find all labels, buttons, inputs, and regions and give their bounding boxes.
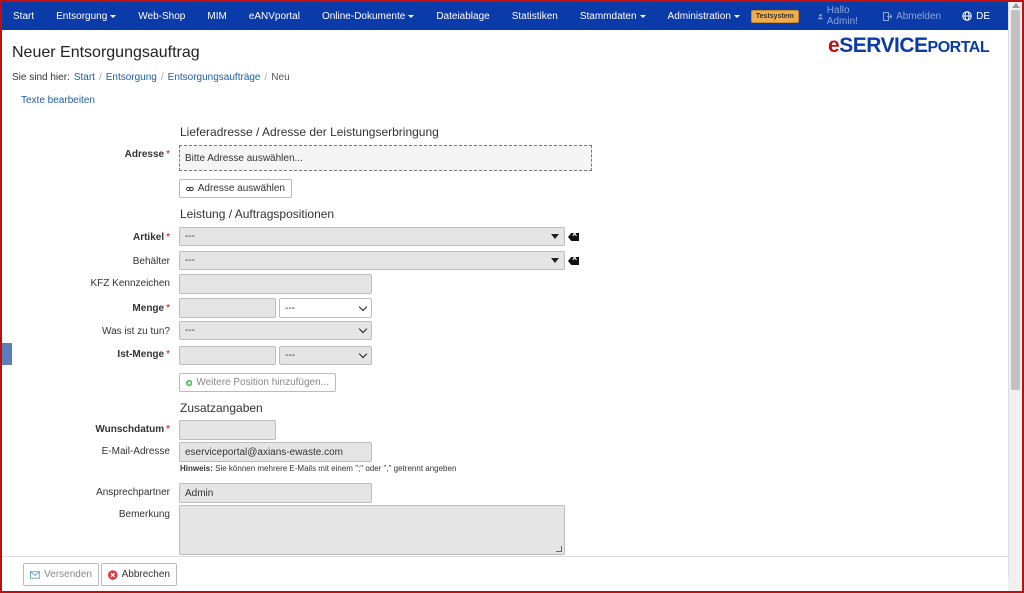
section-extra-heading: Zusatzangaben: [180, 401, 263, 415]
chevron-down-icon: [359, 325, 367, 333]
nav-item-statistiken[interactable]: [501, 2, 569, 30]
nav-item-label: Stammdaten: [579, 10, 637, 22]
eserviceportal-logo: eSERVICEPORTAL: [828, 34, 990, 57]
article-label: Artikel *: [132, 232, 170, 243]
scrollbar-thumb[interactable]: [1011, 10, 1020, 390]
breadcrumb: [12, 72, 290, 83]
nav-item-label: Web-Shop: [138, 10, 186, 22]
remark-textarea[interactable]: [179, 505, 565, 555]
language-switcher[interactable]: [952, 11, 1008, 22]
container-select[interactable]: [179, 251, 565, 270]
actual-unit-select[interactable]: [279, 346, 372, 365]
breadcrumb-separator: /: [264, 72, 268, 83]
nav-item-label: Statistiken: [511, 10, 558, 22]
user-icon: [818, 12, 823, 21]
caret-down-icon: [408, 15, 414, 18]
address-label: Adresse *: [124, 149, 170, 160]
date-label: Wunschdatum *: [95, 424, 170, 435]
scroll-corner: [1008, 578, 1022, 591]
user-greeting[interactable]: [807, 5, 872, 27]
email-input[interactable]: eserviceportal@axians-ewaste.com: [179, 442, 372, 462]
user-greeting-label: Hallo Admin!: [826, 5, 858, 27]
send-label: Versenden: [44, 569, 92, 580]
form-footer: [2, 556, 1008, 591]
select-address-label: Adresse auswählen: [197, 183, 285, 194]
breadcrumb-current: Neu: [271, 72, 290, 83]
container-label: Behälter: [132, 256, 170, 267]
caret-down-icon: [551, 234, 559, 239]
nav-item-start[interactable]: [2, 2, 45, 30]
breadcrumb-start[interactable]: Start: [73, 72, 95, 83]
remark-label: Bemerkung: [118, 509, 170, 520]
nav-item-eanvportal[interactable]: [238, 2, 311, 30]
nav-item-label: Online-Dokumente: [321, 10, 406, 22]
edit-texts-link[interactable]: Texte bearbeiten: [21, 95, 95, 106]
todo-select-value: ---: [185, 325, 195, 336]
vertical-scrollbar[interactable]: [1008, 2, 1022, 591]
nav-item-administration[interactable]: [657, 2, 751, 30]
breadcrumb-separator: /: [160, 72, 164, 83]
page-title: Neuer Entsorgungsauftrag: [12, 44, 200, 61]
chevron-down-icon: [359, 302, 367, 310]
actual-amount-label: Ist-Menge *: [117, 349, 170, 360]
nav-menu: [2, 2, 751, 30]
plate-input[interactable]: [179, 274, 372, 294]
envelope-icon: [30, 571, 40, 579]
test-system-badge: Testsystem: [751, 10, 799, 23]
contact-label: Ansprechpartner: [96, 487, 170, 498]
container-select-value: ---: [185, 255, 195, 266]
caret-down-icon: [551, 258, 559, 263]
scroll-up-icon[interactable]: [1012, 3, 1020, 8]
clear-article-icon[interactable]: [568, 233, 579, 241]
actual-amount-input[interactable]: [179, 346, 276, 365]
nav-item-dateiablage[interactable]: [425, 2, 500, 30]
close-circle-icon: [108, 570, 118, 580]
cancel-label: Abbrechen: [121, 569, 170, 580]
nav-item-label: Entsorgung: [56, 10, 108, 22]
plus-circle-icon: [186, 378, 192, 388]
nav-item-label: eANVportal: [248, 10, 300, 22]
language-label: DE: [976, 10, 990, 22]
caret-down-icon: [640, 15, 646, 18]
caret-down-icon: [110, 15, 116, 18]
todo-label: Was ist zu tun?: [102, 326, 170, 337]
logout-link[interactable]: [872, 11, 952, 22]
breadcrumb-separator: /: [98, 72, 102, 83]
nav-right: [751, 2, 1008, 30]
cancel-button[interactable]: [101, 563, 177, 586]
select-address-button[interactable]: [179, 179, 292, 198]
nav-item-label: Administration: [667, 10, 731, 22]
amount-input[interactable]: [179, 298, 276, 318]
email-hint: Hinweis: Sie können mehrere E-Mails mit einem ";" oder "," getrennt angeben: [180, 464, 457, 473]
nav-item-label: MIM: [207, 10, 227, 22]
add-position-button[interactable]: [179, 373, 336, 392]
contact-input[interactable]: Admin: [179, 483, 372, 503]
link-icon: [186, 186, 194, 192]
nav-item-entsorgung[interactable]: [45, 2, 127, 30]
amount-label: Menge *: [132, 303, 170, 314]
date-input[interactable]: [179, 420, 276, 440]
top-navbar: [2, 2, 1008, 30]
logout-icon: [883, 12, 892, 21]
caret-down-icon: [734, 15, 740, 18]
globe-icon: [962, 11, 972, 21]
logout-label: Abmelden: [896, 10, 942, 22]
actual-unit-value: ---: [285, 350, 295, 361]
section-address-heading: Lieferadresse / Adresse der Leistungserbringung: [180, 125, 439, 139]
nav-item-stammdaten[interactable]: [569, 2, 657, 30]
breadcrumb-auftraege[interactable]: Entsorgungsaufträge: [167, 72, 261, 83]
article-select[interactable]: [179, 227, 565, 246]
resize-grip-icon[interactable]: [556, 546, 562, 552]
nav-item-label: Start: [13, 10, 35, 22]
amount-unit-select[interactable]: [279, 298, 372, 318]
nav-item-mim[interactable]: [196, 2, 237, 30]
plate-label: KFZ Kennzeichen: [90, 278, 170, 289]
nav-item-web-shop[interactable]: [127, 2, 196, 30]
nav-item-online-dokumente[interactable]: [311, 2, 425, 30]
address-display[interactable]: Bitte Adresse auswählen...: [179, 145, 592, 171]
amount-unit-value: ---: [285, 302, 295, 314]
add-position-label: Weitere Position hinzufügen...: [196, 377, 329, 388]
section-positions-heading: Leistung / Auftragspositionen: [180, 207, 335, 221]
nav-item-label: Dateiablage: [436, 10, 490, 22]
breadcrumb-entsorgung[interactable]: Entsorgung: [105, 72, 157, 83]
todo-select[interactable]: [179, 321, 372, 340]
email-label: E-Mail-Adresse: [101, 446, 170, 457]
clear-container-icon[interactable]: [568, 257, 579, 265]
article-select-value: ---: [185, 231, 195, 242]
breadcrumb-prefix: Sie sind hier:: [12, 72, 70, 83]
send-button[interactable]: [23, 563, 99, 586]
chevron-down-icon: [359, 350, 367, 358]
